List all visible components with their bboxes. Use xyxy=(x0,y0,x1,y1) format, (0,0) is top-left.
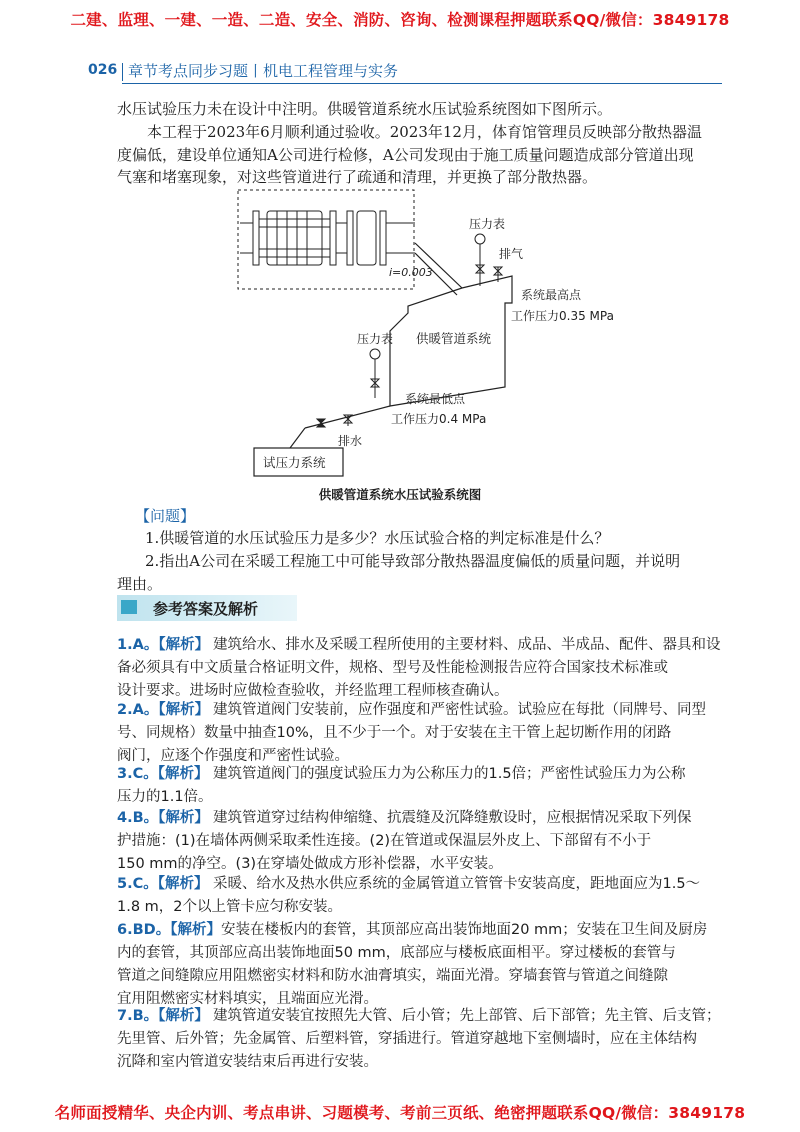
answer-key: C。 xyxy=(132,766,158,782)
answer-number xyxy=(117,762,209,783)
radiator-enclosure xyxy=(238,190,414,289)
answer-index: 2. xyxy=(117,702,133,718)
answer-index: 7. xyxy=(117,1008,133,1024)
chapter-title: 章节考点同步习题丨机电工程管理与实务 xyxy=(128,62,399,80)
answer-index: 3. xyxy=(117,766,133,782)
gauge-bottom-label: 压力表 xyxy=(357,332,394,346)
vent-label: 排气 xyxy=(499,247,524,261)
answer-text-line: 宜用阻燃密实材料填实，且端面应光滑。 xyxy=(117,991,378,1007)
question-line: 2.指出A公司在采暖工程施工中可能导致部分散热器温度偏低的质量问题，并说明 xyxy=(145,552,681,570)
answer-number xyxy=(117,698,209,719)
gauge-top-label: 压力表 xyxy=(469,217,506,231)
answer-text-line: 安装在楼板内的套管，其顶部应高出装饰地面20 mm；安装在卫生间及厨房 xyxy=(221,922,708,938)
system-label: 供暖管道系统 xyxy=(416,331,492,346)
answer-text-line: 采暖、给水及热水供应系统的金属管道立管管卡安装高度，距地面应为1.5～ xyxy=(213,876,701,892)
answer-text-line: 沉降和室内管道安装结束后再进行安装。 xyxy=(117,1054,378,1070)
pressure-test-diagram xyxy=(225,183,625,483)
analysis-tag: 【解析】 xyxy=(158,637,210,653)
gauge-top-icon xyxy=(475,234,485,244)
diagram-caption: 供暖管道系统水压试验系统图 xyxy=(318,487,482,502)
answers-heading-label: 参考答案及解析 xyxy=(153,600,259,618)
page-header xyxy=(88,61,728,91)
slope-label: i=0.003 xyxy=(389,266,433,279)
page-number: 026 xyxy=(88,62,118,78)
answer-index: 5. xyxy=(117,876,133,892)
answer-key: BD。 xyxy=(132,922,171,938)
header-rule xyxy=(122,83,722,84)
analysis-tag: 【解析】 xyxy=(170,922,221,938)
test-system-label: 试压力系统 xyxy=(263,455,326,470)
answer-key: B。 xyxy=(132,1008,159,1024)
question-line: 1.供暖管道的水压试验压力是多少？水压试验合格的判定标准是什么？ xyxy=(145,529,610,547)
answer-index: 6. xyxy=(117,922,133,938)
answer-text-line: 先里管、后外管；先金属管、后塑料管，穿插进行。管道穿越地下室侧墙时，应在主体结构 xyxy=(117,1031,697,1047)
gauge-bottom-icon xyxy=(370,349,380,359)
intro-line: 本工程于2023年6月顺利通过验收。2023年12月，体育馆管理员反映部分散热器温 xyxy=(117,123,702,141)
answer-text-line: 1.8 m，2个以上管卡应匀称安装。 xyxy=(117,899,343,915)
answer-index: 1. xyxy=(117,637,133,653)
drain-label: 排水 xyxy=(338,434,363,448)
intro-line: 度偏低，建设单位通知A公司进行检修，A公司发现由于施工质量问题造成部分管道出现 xyxy=(117,146,694,164)
answer-key: A。 xyxy=(132,637,159,653)
radiator-icon xyxy=(240,211,415,265)
low-point-label: 系统最低点 xyxy=(405,392,466,406)
low-pressure-label: 工作压力0.4 MPa xyxy=(391,412,487,426)
header-divider xyxy=(122,63,123,81)
answers-heading xyxy=(117,595,297,621)
analysis-tag: 【解析】 xyxy=(157,876,209,892)
answer-text-line: 管道之间缝隙应用阻燃密实材料和防水油膏填实，端面光滑。穿墙套管与管道之间缝隙 xyxy=(117,968,668,984)
intro-line: 水压试验压力未在设计中注明。供暖管道系统水压试验系统图如下图所示。 xyxy=(117,100,613,118)
answer-text-line: 压力的1.1倍。 xyxy=(117,789,213,805)
bottom-contact-banner: 名师面授精华、央企内训、考点串讲、习题模考、考前三页纸、绝密押题联系QQ/微信：3849178 xyxy=(54,1104,746,1122)
answer-number xyxy=(117,806,209,827)
answer-text-line: 建筑管道安装宜按照先大管、后小管；先上部管、后下部管；先主管、后支管； xyxy=(213,1008,721,1024)
answer-key: A。 xyxy=(132,702,159,718)
intro-line: 气塞和堵塞现象，对这些管道进行了疏通和清理，并更换了部分散热器。 xyxy=(117,168,598,186)
answer-text-line: 阀门，应逐个作强度和严密性试验。 xyxy=(117,748,349,764)
answer-text-line: 内的套管，其顶部应高出装饰地面50 mm，底部应与楼板底面相平。穿过楼板的套管与 xyxy=(117,945,676,961)
answer-number xyxy=(117,918,221,939)
answer-text-line: 设计要求。进场时应做检查验收，并经监理工程师核查确认。 xyxy=(117,683,509,699)
questions-title: 【问题】 xyxy=(135,507,196,525)
question-line: 理由。 xyxy=(117,575,163,593)
answer-text-line: 建筑管道阀门的强度试验压力为公称压力的1.5倍；严密性试验压力为公称 xyxy=(213,766,686,782)
answer-key: B。 xyxy=(132,810,159,826)
analysis-tag: 【解析】 xyxy=(158,810,209,826)
top-contact-banner: 二建、监理、一建、一造、二造、安全、消防、咨询、检测课程押题联系QQ/微信：3849178 xyxy=(70,11,730,29)
answer-text-line: 备必须具有中文质量合格证明文件，规格、型号及性能检测报告应符合国家技术标准或 xyxy=(117,660,668,676)
answer-index: 4. xyxy=(117,810,133,826)
high-pressure-label: 工作压力0.35 MPa xyxy=(511,309,614,323)
answer-number xyxy=(117,1004,209,1025)
answer-heading-icon xyxy=(121,600,137,614)
analysis-tag: 【解析】 xyxy=(157,766,209,782)
answer-text-line: 号、同规格）数量中抽查10%，且不少于一个。对于安装在主干管上起切断作用的闭路 xyxy=(117,725,672,741)
answer-text-line: 建筑管道穿过结构伸缩缝、抗震缝及沉降缝敷设时，应根据情况采取下列保 xyxy=(213,810,692,826)
answer-number xyxy=(117,633,209,654)
answer-key: C。 xyxy=(132,876,158,892)
answer-text-line: 建筑给水、排水及采暖工程所使用的主要材料、成品、半成品、配件、器具和设 xyxy=(213,637,721,653)
answer-text-line: 建筑管道阀门安装前，应作强度和严密性试验。试验应在每批（同牌号、同型 xyxy=(213,702,706,718)
analysis-tag: 【解析】 xyxy=(158,1008,209,1024)
answer-number xyxy=(117,872,209,893)
high-point-label: 系统最高点 xyxy=(521,288,582,302)
answer-text-line: 护措施：(1)在墙体两侧采取柔性连接。(2)在管道或保温层外皮上、下部留有不小于 xyxy=(117,833,652,849)
analysis-tag: 【解析】 xyxy=(158,702,210,718)
answer-text-line: 150 mm的净空。(3)在穿墙处做成方形补偿器，水平安装。 xyxy=(117,856,503,872)
